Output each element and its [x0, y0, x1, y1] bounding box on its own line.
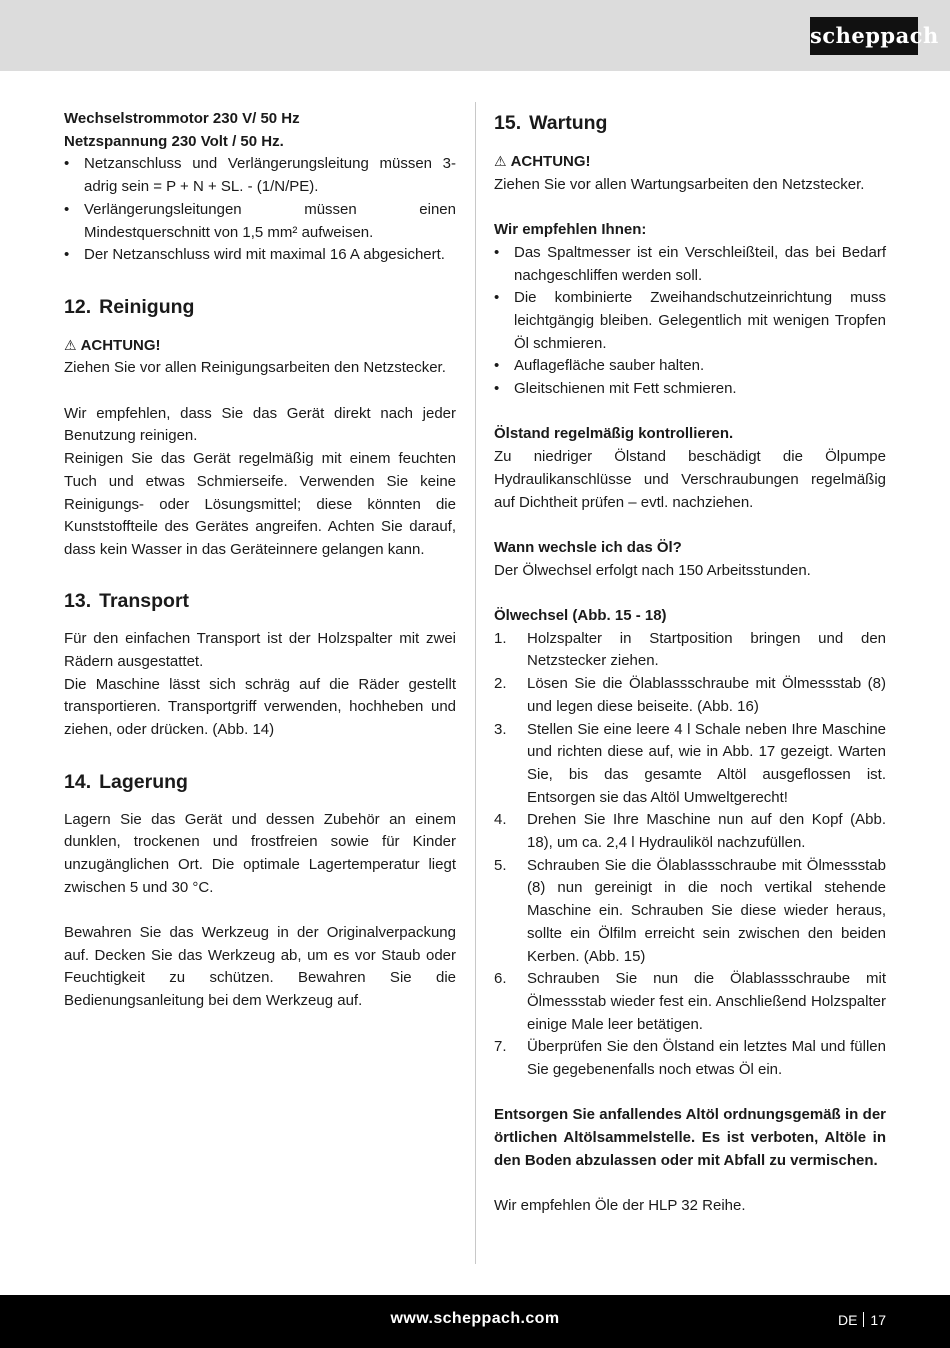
list-item: • Das Spaltmesser ist ein Verschleißteil, das bei Bedarf nachgeschliffen werden soll.	[494, 242, 886, 287]
column-divider	[475, 102, 476, 1264]
list-item: • Die kombinierte Zweihandschutzeinrichtung muss leichtgängig bleiben. Gelegentlich mit wenigen Tropfen Öl schmieren.	[494, 287, 886, 355]
list-item: 1. Holzspalter in Startposition bringen und den Netzstecker ziehen.	[494, 629, 886, 670]
paragraph: Reinigen Sie das Gerät regelmäßig mit einem feuchten Tuch und etwas Schmierseife. Verwenden Sie keine Reinigungs- oder Lösungsmittel; diese könnten die Kunststoffteile des Gerätes angreifen. Achten Sie darauf, dass kein Wasser in das Geräteinnere gelangen kann.	[64, 450, 456, 558]
paragraph: Wir empfehlen, dass Sie das Gerät direkt nach jeder Benutzung reinigen.	[64, 404, 456, 445]
list-item: • Der Netzanschluss wird mit maximal 16 A abgesichert.	[64, 244, 456, 267]
section-heading-transport: 13. Transport	[64, 590, 190, 613]
header-band	[0, 0, 950, 71]
paragraph: Bewahren Sie das Werkzeug in der Originalverpackung auf. Decken Sie das Werkzeug ab, um es vor Staub oder Feuchtigkeit zu schützen. Bewahren Sie die Bedienungsanleitung bei dem Werkzeug auf.	[64, 924, 456, 1010]
brand-logo: scheppach	[810, 17, 918, 55]
list-item: • Auflagefläche sauber halten.	[494, 355, 886, 378]
oil-change-when-heading: Wann wechsle ich das Öl?	[494, 538, 682, 556]
paragraph: Der Ölwechsel erfolgt nach 150 Arbeitsstunden.	[494, 561, 811, 579]
list-item: 3. Stellen Sie eine leere 4 l Schale neben Ihre Maschine und richten diese auf, wie in Abb. 17 gezeigt. Warten Sie, bis das gesamte Altöl ausgeflossen ist. Entsorgen sie das Altöl Umweltgerecht!	[494, 720, 886, 806]
right-column	[494, 108, 886, 1218]
disposal-notice: Entsorgen Sie anfallendes Altöl ordnungsgemäß in der örtlichen Altölsammelstelle. Es ist verboten, Altöle in den Boden abzulassen oder mit Abfall zu vermischen.	[494, 1106, 886, 1169]
section-heading-lagerung: 14. Lagerung	[64, 770, 188, 793]
footer-bar	[0, 1295, 950, 1348]
recommendation-heading: Wir empfehlen Ihnen:	[494, 221, 647, 239]
paragraph: Die Maschine lässt sich schräg auf die Räder gestellt transportieren. Transportgriff verwenden, hochheben und ziehen, oder drücken. (Abb. 14)	[64, 675, 456, 739]
warning-triangle-icon: ⚠	[494, 153, 507, 169]
paragraph: Lagern Sie das Gerät und dessen Zubehör an einem dunklen, trockenen und frostfreien sowie für Kinder unzugänglichen Ort. Die optimale Lagertemperatur liegt zwischen 5 und 30 °C.	[64, 810, 456, 896]
warning-text: Ziehen Sie vor allen Wartungsarbeiten den Netzstecker.	[494, 175, 865, 193]
section-heading-reinigung: 12. Reinigung	[64, 295, 195, 318]
section-heading-wartung: 15. Wartung	[494, 112, 608, 134]
warning-label: ACHTUNG!	[80, 336, 161, 354]
website-link[interactable]: www.scheppach.com	[390, 1310, 560, 1327]
page-number: 17	[870, 1312, 886, 1328]
list-item: • Verlängerungsleitungen müssen einen Mindestquerschnitt von 1,5 mm² aufweisen.	[64, 199, 456, 244]
oil-change-heading: Ölwechsel (Abb. 15 - 18)	[494, 607, 667, 624]
oil-recommendation: Wir empfehlen Öle der HLP 32 Reihe.	[494, 1197, 746, 1215]
oil-check-heading: Ölstand regelmäßig kontrollieren.	[494, 425, 734, 443]
page-indicator	[838, 1309, 886, 1332]
oil-change-steps	[494, 628, 886, 1082]
list-item: 7. Überprüfen Sie den Ölstand ein letztes Mal und füllen Sie gegebenenfalls noch etwas Öl ein.	[494, 1038, 886, 1079]
list-item: 5. Schrauben Sie die Ölablassschraube mit Ölmessstab (8) nun gereinigt in die noch vertikal stehende Maschine ein. Schrauben Sie diese wieder heraus, sollte ein Ölfilm erreicht sein zwischen den beiden Kerben. (Abb. 15)	[494, 856, 886, 965]
warning-text: Ziehen Sie vor allen Reinigungsarbeiten den Netzstecker.	[64, 359, 446, 377]
list-item: 6. Schrauben Sie nun die Ölablassschraube mit Ölmessstab wieder fest ein. Anschließend Holzspalter einige Male leer betätigen.	[494, 970, 886, 1033]
list-item: • Gleitschienen mit Fett schmieren.	[494, 378, 886, 401]
motor-spec: Wechselstrommotor 230 V/ 50 Hz	[64, 110, 300, 127]
paragraph: Für den einfachen Transport ist der Holzspalter mit zwei Rädern ausgestattet.	[64, 630, 456, 671]
paragraph: Zu niedriger Ölstand beschädigt die Ölpumpe Hydraulikanschlüsse und Verschraubungen regelmäßig auf Dichtheit prüfen – evtl. nachziehen.	[494, 448, 886, 511]
recommendation-bullets	[494, 242, 886, 401]
list-item: 2. Lösen Sie die Ölablassschraube mit Ölmessstab (8) und legen diese beiseite. (Abb. 16)	[494, 675, 886, 715]
language-code: DE	[837, 1312, 858, 1328]
left-column	[64, 108, 456, 1013]
warning-label: ACHTUNG!	[510, 153, 591, 170]
list-item: 4. Drehen Sie Ihre Maschine nun auf den Kopf (Abb. 18), um ca. 2,4 l Hydrauliköl nachzufüllen.	[494, 811, 886, 852]
list-item: • Netzanschluss und Verlängerungsleitung müssen 3-adrig sein = P + N + SL. - (1/N/PE).	[64, 153, 456, 198]
voltage-spec: Netzspannung 230 Volt / 50 Hz.	[64, 132, 284, 150]
power-bullets	[64, 153, 456, 267]
warning-triangle-icon: ⚠	[64, 336, 77, 353]
